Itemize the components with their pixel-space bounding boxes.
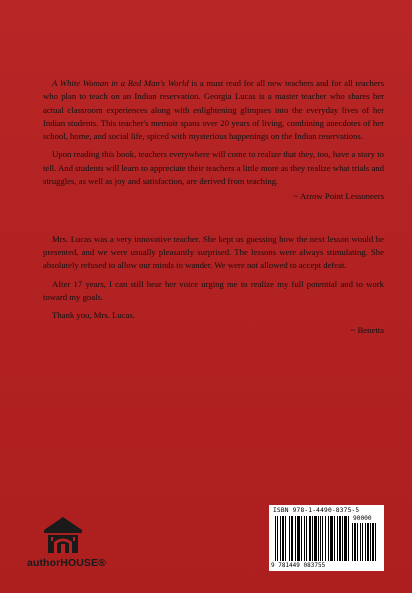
barcode-addon-bars: [352, 523, 378, 561]
barcode-bars: [275, 516, 349, 561]
review2-paragraph3: Thank you, Mrs. Lucas.: [52, 310, 135, 321]
review1-paragraph2: Upon reading this book, teachers everywhere will come to realize that they, too, have a story to tell. And students will learn to appreciate their teachers a little more as they realize what trials and struggles, as well as joy and satisfaction, are derived from teaching.: [43, 149, 384, 187]
book-title: A White Woman in a Red Man's World: [52, 78, 189, 88]
publisher-logo: [27, 515, 117, 575]
barcode-number: 9 781449 083755: [271, 562, 326, 569]
review1-paragraph1: A White Woman in a Red Man's World is a must read for all new teachers and for all teachers who plan to teach on an Indian reservation. Georgia Lucas is a master teacher who shares her actual classroom experiences along with enlightening glimpses into the everyday lives of her Indian students. This teacher's memoir spans over 20 years of living, combining anecdotes of her school, home, and social life, spiced with mysterious happenings on the Indian reservations.: [43, 78, 384, 142]
blurb-text: [43, 77, 384, 338]
review2-paragraph1: Mrs. Lucas was a very innovative teacher. She kept us guessing how the next lesson would be presented, and we were usually pleasantly surprised. The lessons were always stimulating. She absolutely refused to allow our minds to wander. We were not allowed to accept defeat.: [43, 233, 384, 271]
section-gap: [43, 204, 384, 233]
review2-paragraph2: After 17 years, I can still hear her voice urging me to realize my full potential and to work toward my goals.: [43, 278, 384, 302]
price-code: 90000: [353, 515, 372, 522]
publisher-name: authorHOUSE®: [27, 557, 106, 569]
authorhouse-logo-icon: [42, 515, 84, 555]
isbn-text: ISBN 978-1-4490-8375-5: [273, 507, 360, 514]
review1-attribution: ~ Arrow Point Lessoneers: [293, 191, 384, 202]
barcode: [269, 505, 384, 571]
review2-attribution: ~ Benetta: [350, 325, 384, 336]
